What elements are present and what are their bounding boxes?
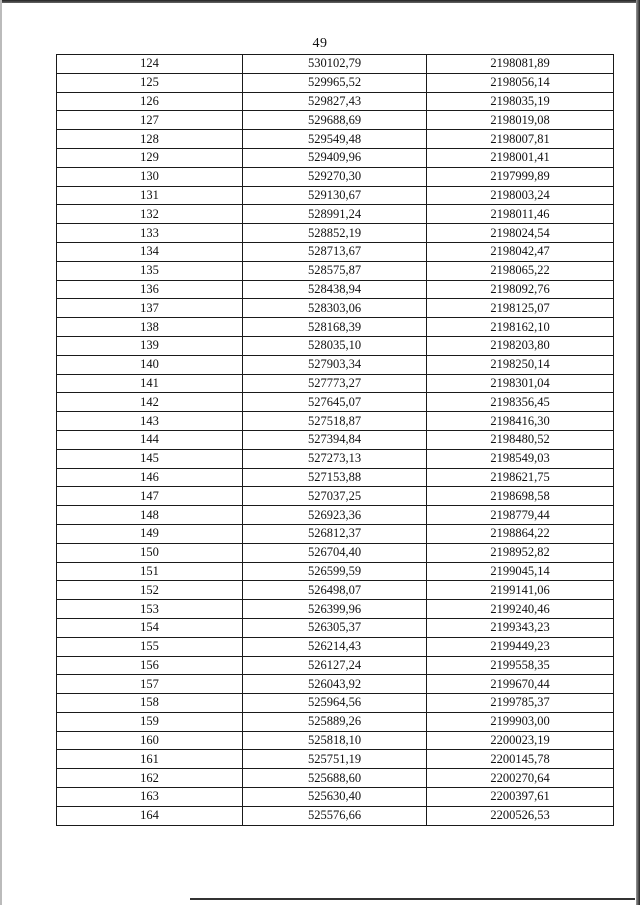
y-coordinate-cell: 2199240,46	[427, 600, 614, 619]
table-row	[57, 242, 614, 261]
table-row	[57, 675, 614, 694]
point-number-cell: 158	[57, 694, 243, 713]
y-coordinate-cell: 2200526,53	[427, 806, 614, 825]
x-coordinate-cell: 525818,10	[243, 731, 427, 750]
point-number-cell: 154	[57, 618, 243, 637]
page-number: 49	[312, 36, 328, 51]
table-row	[57, 280, 614, 299]
point-number-cell: 141	[57, 374, 243, 393]
y-coordinate-cell: 2198081,89	[427, 55, 614, 74]
table-row	[57, 92, 614, 111]
y-coordinate-cell: 2198065,22	[427, 261, 614, 280]
y-coordinate-cell: 2198162,10	[427, 318, 614, 337]
table-row	[57, 468, 614, 487]
point-number-cell: 125	[57, 73, 243, 92]
point-number-cell: 136	[57, 280, 243, 299]
x-coordinate-cell: 526599,59	[243, 562, 427, 581]
y-coordinate-cell: 2198301,04	[427, 374, 614, 393]
x-coordinate-cell: 528303,06	[243, 299, 427, 318]
x-coordinate-cell: 527903,34	[243, 355, 427, 374]
x-coordinate-cell: 525576,66	[243, 806, 427, 825]
y-coordinate-cell: 2198356,45	[427, 393, 614, 412]
point-number-cell: 133	[57, 224, 243, 243]
table-row	[57, 167, 614, 186]
x-coordinate-cell: 529409,96	[243, 148, 427, 167]
table-row	[57, 299, 614, 318]
table-row	[57, 186, 614, 205]
x-coordinate-cell: 526923,36	[243, 506, 427, 525]
y-coordinate-cell: 2199449,23	[427, 637, 614, 656]
point-number-cell: 144	[57, 430, 243, 449]
y-coordinate-cell: 2198952,82	[427, 543, 614, 562]
x-coordinate-cell: 525630,40	[243, 788, 427, 807]
point-number-cell: 150	[57, 543, 243, 562]
y-coordinate-cell: 2200270,64	[427, 769, 614, 788]
y-coordinate-cell: 2200397,61	[427, 788, 614, 807]
x-coordinate-cell: 525751,19	[243, 750, 427, 769]
y-coordinate-cell: 2198250,14	[427, 355, 614, 374]
x-coordinate-cell: 526812,37	[243, 524, 427, 543]
x-coordinate-cell: 527773,27	[243, 374, 427, 393]
y-coordinate-cell: 2198125,07	[427, 299, 614, 318]
point-number-cell: 157	[57, 675, 243, 694]
y-coordinate-cell: 2198698,58	[427, 487, 614, 506]
y-coordinate-cell: 2199558,35	[427, 656, 614, 675]
point-number-cell: 143	[57, 412, 243, 431]
point-number-cell: 156	[57, 656, 243, 675]
x-coordinate-cell: 529688,69	[243, 111, 427, 130]
point-number-cell: 147	[57, 487, 243, 506]
y-coordinate-cell: 2199343,23	[427, 618, 614, 637]
point-number-cell: 138	[57, 318, 243, 337]
y-coordinate-cell: 2199785,37	[427, 694, 614, 713]
table-row	[57, 111, 614, 130]
x-coordinate-cell: 526127,24	[243, 656, 427, 675]
y-coordinate-cell: 2198056,14	[427, 73, 614, 92]
table-row	[57, 750, 614, 769]
y-coordinate-cell: 2198549,03	[427, 449, 614, 468]
y-coordinate-cell: 2199045,14	[427, 562, 614, 581]
table-row	[57, 205, 614, 224]
table-row	[57, 336, 614, 355]
x-coordinate-cell: 526305,37	[243, 618, 427, 637]
y-coordinate-cell: 2198024,54	[427, 224, 614, 243]
table-row	[57, 487, 614, 506]
point-number-cell: 137	[57, 299, 243, 318]
y-coordinate-cell: 2200023,19	[427, 731, 614, 750]
y-coordinate-cell: 2198092,76	[427, 280, 614, 299]
point-number-cell: 153	[57, 600, 243, 619]
coordinates-table	[56, 54, 614, 826]
table-row	[57, 543, 614, 562]
x-coordinate-cell: 528035,10	[243, 336, 427, 355]
table-row	[57, 656, 614, 675]
table-row	[57, 581, 614, 600]
x-coordinate-cell: 527518,87	[243, 412, 427, 431]
table-row	[57, 618, 614, 637]
x-coordinate-cell: 525688,60	[243, 769, 427, 788]
x-coordinate-cell: 528438,94	[243, 280, 427, 299]
x-coordinate-cell: 526498,07	[243, 581, 427, 600]
point-number-cell: 142	[57, 393, 243, 412]
point-number-cell: 128	[57, 130, 243, 149]
table-row	[57, 130, 614, 149]
table-row	[57, 637, 614, 656]
x-coordinate-cell: 527273,13	[243, 449, 427, 468]
point-number-cell: 148	[57, 506, 243, 525]
table-row	[57, 318, 614, 337]
table-row	[57, 430, 614, 449]
x-coordinate-cell: 529827,43	[243, 92, 427, 111]
table-row	[57, 788, 614, 807]
scan-border-right	[636, 0, 640, 905]
x-coordinate-cell: 529130,67	[243, 186, 427, 205]
x-coordinate-cell: 527153,88	[243, 468, 427, 487]
x-coordinate-cell: 527037,25	[243, 487, 427, 506]
point-number-cell: 164	[57, 806, 243, 825]
table-row	[57, 374, 614, 393]
x-coordinate-cell: 526399,96	[243, 600, 427, 619]
y-coordinate-cell: 2198621,75	[427, 468, 614, 487]
point-number-cell: 134	[57, 242, 243, 261]
y-coordinate-cell: 2198203,80	[427, 336, 614, 355]
table-row	[57, 506, 614, 525]
x-coordinate-cell: 526704,40	[243, 543, 427, 562]
x-coordinate-cell: 525964,56	[243, 694, 427, 713]
table-row	[57, 712, 614, 731]
y-coordinate-cell: 2198001,41	[427, 148, 614, 167]
x-coordinate-cell: 526043,92	[243, 675, 427, 694]
table-row	[57, 806, 614, 825]
x-coordinate-cell: 529270,30	[243, 167, 427, 186]
point-number-cell: 140	[57, 355, 243, 374]
table-row	[57, 412, 614, 431]
table-row	[57, 224, 614, 243]
point-number-cell: 146	[57, 468, 243, 487]
point-number-cell: 129	[57, 148, 243, 167]
x-coordinate-cell: 530102,79	[243, 55, 427, 74]
coordinates-table-body	[57, 55, 614, 826]
y-coordinate-cell: 2198864,22	[427, 524, 614, 543]
point-number-cell: 139	[57, 336, 243, 355]
y-coordinate-cell: 2199903,00	[427, 712, 614, 731]
y-coordinate-cell: 2198019,08	[427, 111, 614, 130]
table-row	[57, 524, 614, 543]
point-number-cell: 162	[57, 769, 243, 788]
point-number-cell: 131	[57, 186, 243, 205]
x-coordinate-cell: 529549,48	[243, 130, 427, 149]
point-number-cell: 132	[57, 205, 243, 224]
y-coordinate-cell: 2198042,47	[427, 242, 614, 261]
x-coordinate-cell: 528575,87	[243, 261, 427, 280]
table-row	[57, 261, 614, 280]
x-coordinate-cell: 528852,19	[243, 224, 427, 243]
table-row	[57, 600, 614, 619]
x-coordinate-cell: 529965,52	[243, 73, 427, 92]
scan-border-top	[0, 0, 640, 3]
y-coordinate-cell: 2198011,46	[427, 205, 614, 224]
y-coordinate-cell: 2197999,89	[427, 167, 614, 186]
point-number-cell: 161	[57, 750, 243, 769]
x-coordinate-cell: 526214,43	[243, 637, 427, 656]
point-number-cell: 124	[57, 55, 243, 74]
y-coordinate-cell: 2198035,19	[427, 92, 614, 111]
scan-border-bottom	[190, 898, 635, 900]
x-coordinate-cell: 525889,26	[243, 712, 427, 731]
point-number-cell: 155	[57, 637, 243, 656]
table-row	[57, 73, 614, 92]
scan-border-left	[0, 0, 2, 905]
y-coordinate-cell: 2198779,44	[427, 506, 614, 525]
x-coordinate-cell: 528991,24	[243, 205, 427, 224]
point-number-cell: 160	[57, 731, 243, 750]
x-coordinate-cell: 527645,07	[243, 393, 427, 412]
y-coordinate-cell: 2198480,52	[427, 430, 614, 449]
y-coordinate-cell: 2198003,24	[427, 186, 614, 205]
table-row	[57, 148, 614, 167]
point-number-cell: 159	[57, 712, 243, 731]
y-coordinate-cell: 2198007,81	[427, 130, 614, 149]
point-number-cell: 127	[57, 111, 243, 130]
table-row	[57, 694, 614, 713]
point-number-cell: 130	[57, 167, 243, 186]
point-number-cell: 151	[57, 562, 243, 581]
table-row	[57, 393, 614, 412]
table-row	[57, 562, 614, 581]
point-number-cell: 149	[57, 524, 243, 543]
y-coordinate-cell: 2199670,44	[427, 675, 614, 694]
x-coordinate-cell: 527394,84	[243, 430, 427, 449]
table-row	[57, 731, 614, 750]
point-number-cell: 152	[57, 581, 243, 600]
x-coordinate-cell: 528713,67	[243, 242, 427, 261]
y-coordinate-cell: 2200145,78	[427, 750, 614, 769]
x-coordinate-cell: 528168,39	[243, 318, 427, 337]
table-row	[57, 769, 614, 788]
table-row	[57, 55, 614, 74]
point-number-cell: 163	[57, 788, 243, 807]
table-row	[57, 449, 614, 468]
point-number-cell: 145	[57, 449, 243, 468]
point-number-cell: 126	[57, 92, 243, 111]
table-row	[57, 355, 614, 374]
point-number-cell: 135	[57, 261, 243, 280]
y-coordinate-cell: 2199141,06	[427, 581, 614, 600]
y-coordinate-cell: 2198416,30	[427, 412, 614, 431]
